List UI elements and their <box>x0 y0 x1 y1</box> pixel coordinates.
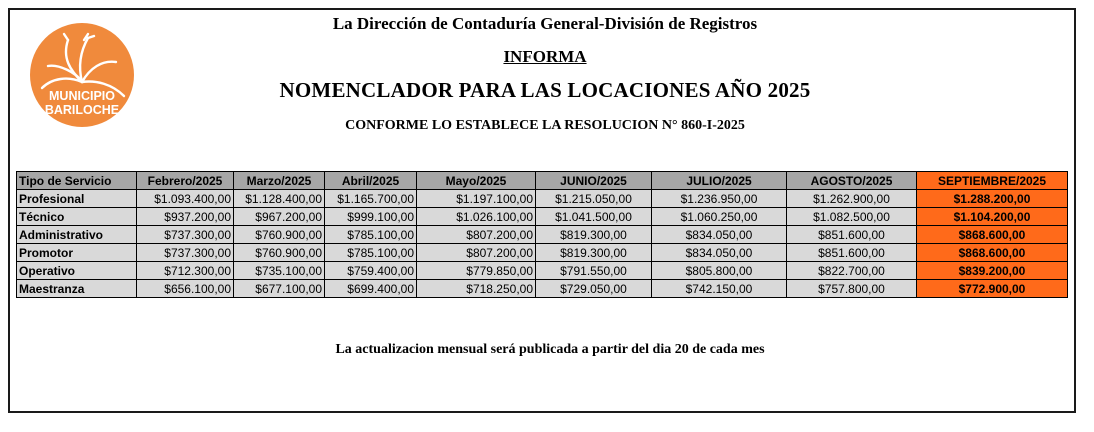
column-header: JUNIO/2025 <box>536 172 652 190</box>
value-cell: $1.128.400,00 <box>234 190 325 208</box>
column-header: AGOSTO/2025 <box>787 172 917 190</box>
column-header: Tipo de Servicio <box>17 172 137 190</box>
value-cell: $999.100,00 <box>325 208 417 226</box>
value-cell: $760.900,00 <box>234 226 325 244</box>
value-cell: $1.082.500,00 <box>787 208 917 226</box>
value-cell: $1.165.700,00 <box>325 190 417 208</box>
service-type-cell: Maestranza <box>17 280 137 298</box>
highlight-value-cell: $868.600,00 <box>917 226 1068 244</box>
value-cell: $1.197.100,00 <box>417 190 536 208</box>
value-cell: $1.236.950,00 <box>652 190 787 208</box>
value-cell: $735.100,00 <box>234 262 325 280</box>
value-cell: $785.100,00 <box>325 226 417 244</box>
value-cell: $699.400,00 <box>325 280 417 298</box>
value-cell: $757.800,00 <box>787 280 917 298</box>
resolution-subtitle: CONFORME LO ESTABLECE LA RESOLUCION N° 860-I-2025 <box>345 118 745 133</box>
value-cell: $760.900,00 <box>234 244 325 262</box>
highlight-value-cell: $868.600,00 <box>917 244 1068 262</box>
value-cell: $677.100,00 <box>234 280 325 298</box>
value-cell: $1.262.900,00 <box>787 190 917 208</box>
value-cell: $737.300,00 <box>137 226 234 244</box>
value-cell: $1.093.400,00 <box>137 190 234 208</box>
value-cell: $1.026.100,00 <box>417 208 536 226</box>
value-cell: $851.600,00 <box>787 226 917 244</box>
column-header-highlight: SEPTIEMBRE/2025 <box>917 172 1068 190</box>
value-cell: $805.800,00 <box>652 262 787 280</box>
service-type-cell: Operativo <box>17 262 137 280</box>
value-cell: $785.100,00 <box>325 244 417 262</box>
table-row <box>17 208 1068 226</box>
value-cell: $729.050,00 <box>536 280 652 298</box>
logo-text-municipio: MUNICIPIO <box>49 89 115 103</box>
value-cell: $1.041.500,00 <box>536 208 652 226</box>
value-cell: $712.300,00 <box>137 262 234 280</box>
value-cell: $822.700,00 <box>787 262 917 280</box>
table-body <box>17 190 1068 298</box>
service-type-cell: Técnico <box>17 208 137 226</box>
footer-note: La actualizacion mensual será publicada a partir del dia 20 de cada mes <box>335 342 765 357</box>
value-cell: $759.400,00 <box>325 262 417 280</box>
table-header-row <box>17 172 1068 190</box>
table-row <box>17 244 1068 262</box>
value-cell: $718.250,00 <box>417 280 536 298</box>
page-title: NOMENCLADOR PARA LAS LOCACIONES AÑO 2025 <box>279 78 811 102</box>
value-cell: $819.300,00 <box>536 226 652 244</box>
service-type-cell: Promotor <box>17 244 137 262</box>
value-cell: $834.050,00 <box>652 244 787 262</box>
value-cell: $791.550,00 <box>536 262 652 280</box>
value-cell: $656.100,00 <box>137 280 234 298</box>
value-cell: $737.300,00 <box>137 244 234 262</box>
highlight-value-cell: $839.200,00 <box>917 262 1068 280</box>
table-row <box>17 262 1068 280</box>
table-row <box>17 190 1068 208</box>
value-cell: $1.060.250,00 <box>652 208 787 226</box>
highlight-value-cell: $1.288.200,00 <box>917 190 1068 208</box>
column-header: Febrero/2025 <box>137 172 234 190</box>
service-type-cell: Administrativo <box>17 226 137 244</box>
value-cell: $779.850,00 <box>417 262 536 280</box>
highlight-value-cell: $1.104.200,00 <box>917 208 1068 226</box>
highlight-value-cell: $772.900,00 <box>917 280 1068 298</box>
rates-table <box>16 171 1068 298</box>
logo-text-bariloche: BARILOCHE <box>44 103 120 117</box>
value-cell: $834.050,00 <box>652 226 787 244</box>
service-type-cell: Profesional <box>17 190 137 208</box>
value-cell: $807.200,00 <box>417 226 536 244</box>
table-row <box>17 280 1068 298</box>
column-header: Marzo/2025 <box>234 172 325 190</box>
column-header: JULIO/2025 <box>652 172 787 190</box>
value-cell: $807.200,00 <box>417 244 536 262</box>
municipio-bariloche-logo <box>18 22 146 128</box>
value-cell: $819.300,00 <box>536 244 652 262</box>
value-cell: $937.200,00 <box>137 208 234 226</box>
informa-heading: INFORMA <box>503 47 587 66</box>
department-heading: La Dirección de Contaduría General-División de Registros <box>332 14 758 33</box>
value-cell: $967.200,00 <box>234 208 325 226</box>
value-cell: $851.600,00 <box>787 244 917 262</box>
table-row <box>17 226 1068 244</box>
column-header: Mayo/2025 <box>417 172 536 190</box>
value-cell: $1.215.050,00 <box>536 190 652 208</box>
value-cell: $742.150,00 <box>652 280 787 298</box>
column-header: Abril/2025 <box>325 172 417 190</box>
